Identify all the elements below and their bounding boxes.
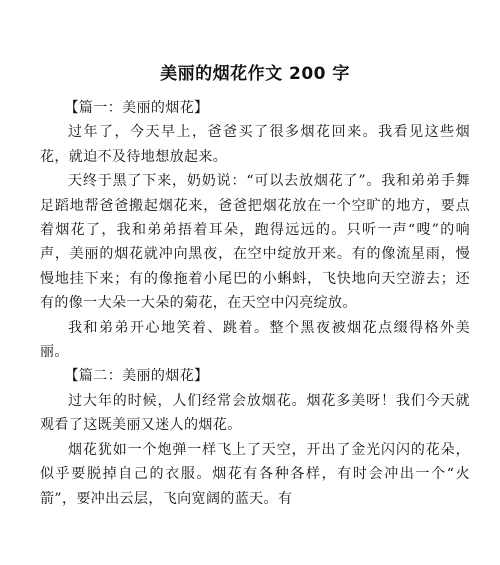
paragraph: 我和弟弟开心地笑着、跳着。整个黑夜被烟花点缀得格外美丽。 [40, 319, 470, 361]
section-heading: 【篇一：美丽的烟花】 [64, 100, 209, 116]
paragraph: 过年了，今天早上，爸爸买了很多烟花回来。我看见这些烟花，就迫不及待地想放起来。 [40, 124, 470, 165]
paragraph: 烟花犹如一个炮弹一样飞上了天空，开出了金光闪闪的花朵，似乎要脱掉自己的衣服。烟花有各种各样，有时会冲出一个“火箭”，要冲出云层，飞向宽阔的蓝天。有 [40, 441, 470, 507]
paragraph: 过大年的时候，人们经常会放烟花。烟花多美呀！我们今天就观看了这既美丽又迷人的烟花。 [40, 392, 470, 434]
document-body [40, 96, 470, 511]
paragraph: 天终于黑了下来，奶奶说：“可以去放烟花了”。我和弟弟手舞足蹈地帮爸爸搬起烟花来，爸爸把烟花放在一个空旷的地方，要点着烟花了，我和弟弟捂着耳朵，跑得远远的。只听一声“嗖”的响声，美丽的烟花就冲向黑夜，在空中绽放开来。有的像流星雨，慢慢地挂下来；有的像拖着小尾巴的小蝌蚪，飞快地向天空游去；还有的像一大朵一大朵的菊花，在天空中闪亮绽放。 [40, 173, 470, 312]
section-heading: 【篇二：美丽的烟花】 [64, 368, 209, 385]
document-title: 美丽的烟花作文 200 字 [160, 64, 350, 84]
